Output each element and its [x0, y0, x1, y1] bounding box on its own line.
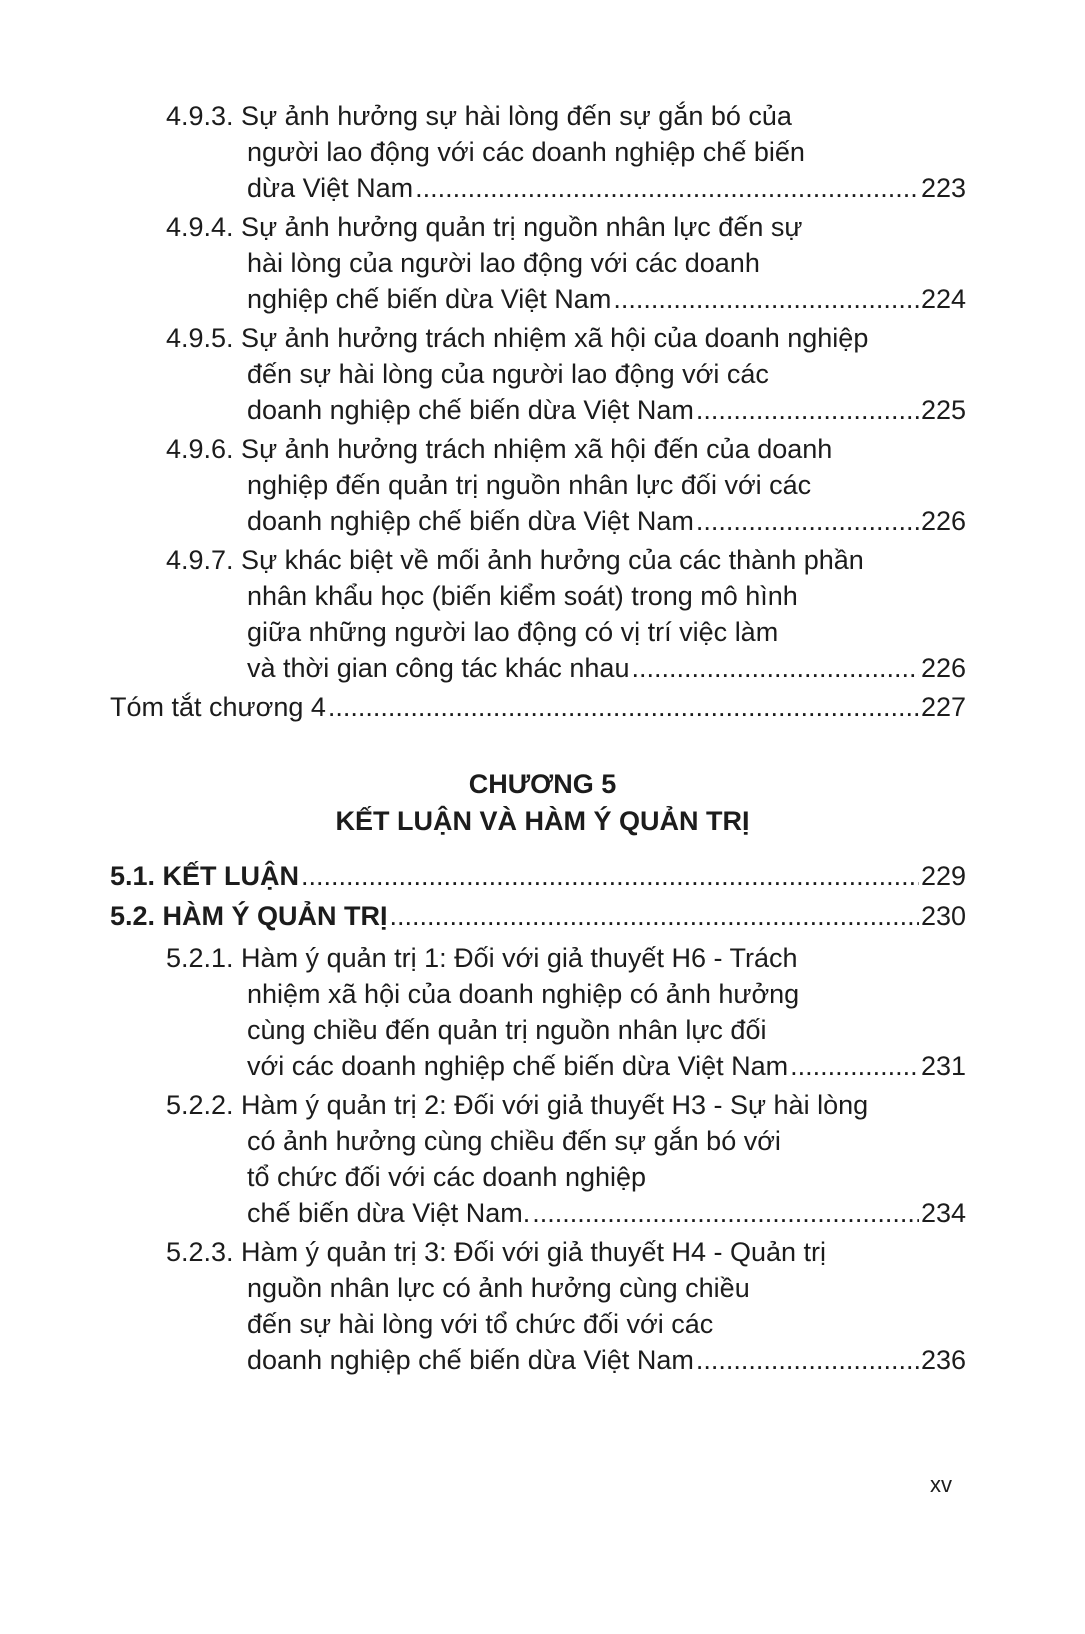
toc-entry-4-9-7[interactable] — [166, 542, 966, 686]
entry-line: nghiệp đến quản trị nguồn nhân lực đối với các — [247, 470, 812, 500]
toc-entry-4-9-3[interactable] — [166, 98, 966, 206]
entry-last-line: chế biến dừa Việt Nam. — [247, 1198, 531, 1228]
entry-line: 4.9.3. Sự ảnh hưởng sự hài lòng đến sự gắn bó của — [166, 101, 792, 131]
page-ref: 225 — [920, 395, 966, 425]
entry-leader-line — [166, 1048, 966, 1084]
page-ref: 229 — [920, 861, 966, 891]
page-ref: 231 — [920, 1051, 966, 1081]
entry-last-line: doanh nghiệp chế biến dừa Việt Nam — [247, 395, 694, 425]
page-ref: 223 — [920, 173, 966, 203]
toc-entry-summary-chapter-4[interactable] — [110, 689, 966, 725]
entry-last-line: nghiệp chế biến dừa Việt Nam — [247, 284, 612, 314]
page-ref: 226 — [920, 506, 966, 536]
toc-entry-4-9-4[interactable] — [166, 209, 966, 317]
dot-leader — [696, 392, 919, 428]
toc-entry-5-2-2[interactable] — [166, 1087, 966, 1231]
dot-leader — [301, 858, 919, 894]
entry-line: có ảnh hưởng cùng chiều đến sự gắn bó với — [247, 1126, 781, 1156]
page-number: xv — [930, 1472, 952, 1497]
dot-leader — [696, 1342, 919, 1378]
entry-leader-line — [110, 858, 966, 894]
entry-line: 4.9.7. Sự khác biệt về mối ảnh hưởng của các thành phần — [166, 545, 864, 575]
entry-leader-line — [166, 650, 966, 686]
entry-line: 4.9.4. Sự ảnh hưởng quản trị nguồn nhân lực đến sự — [166, 212, 803, 242]
entry-leader-line — [166, 392, 966, 428]
dot-leader — [613, 281, 919, 317]
page-ref: 234 — [920, 1198, 966, 1228]
dot-leader — [696, 503, 919, 539]
toc-entry-4-9-5[interactable] — [166, 320, 966, 428]
entry-leader-line — [166, 170, 966, 206]
page-ref: 224 — [920, 284, 966, 314]
entry-leader-line — [166, 1342, 966, 1378]
entry-line: 5.2.1. Hàm ý quản trị 1: Đối với giả thuyết H6 - Trách — [166, 943, 798, 973]
toc-section-5-2[interactable] — [110, 898, 966, 934]
page-ref: 227 — [920, 692, 966, 722]
dot-leader — [532, 1195, 919, 1231]
entry-line: giữa những người lao động có vị trí việc làm — [247, 617, 779, 647]
toc-entry-5-2-1[interactable] — [166, 940, 966, 1084]
page-ref: 236 — [920, 1345, 966, 1375]
entry-last-line: với các doanh nghiệp chế biến dừa Việt Nam — [247, 1051, 789, 1081]
dot-leader — [631, 650, 918, 686]
dot-leader — [415, 170, 919, 206]
entry-line: người lao động với các doanh nghiệp chế biến — [247, 137, 805, 167]
entry-line: tổ chức đối với các doanh nghiệp — [247, 1162, 647, 1192]
entry-line: 5.2.3. Hàm ý quản trị 3: Đối với giả thuyết H4 - Quản trị — [166, 1237, 826, 1267]
dot-leader — [790, 1048, 919, 1084]
entry-leader-line — [166, 1195, 966, 1231]
toc-section-5-1[interactable] — [110, 858, 966, 894]
entry-last-line: và thời gian công tác khác nhau — [247, 653, 630, 683]
chapter-title: KẾT LUẬN VÀ HÀM Ý QUẢN TRỊ — [335, 806, 750, 836]
entry-line: nhân khẩu học (biến kiểm soát) trong mô hình — [247, 581, 798, 611]
section-title: 5.2. HÀM Ý QUẢN TRỊ — [110, 901, 388, 931]
entry-leader-line — [166, 281, 966, 317]
entry-line: 5.2.2. Hàm ý quản trị 2: Đối với giả thuyết H3 - Sự hài lòng — [166, 1090, 869, 1120]
entry-line: 4.9.6. Sự ảnh hưởng trách nhiệm xã hội đến của doanh — [166, 434, 833, 464]
section-title: 5.1. KẾT LUẬN — [110, 861, 300, 891]
toc-entry-4-9-6[interactable] — [166, 431, 966, 539]
toc-entry-5-2-3[interactable] — [166, 1234, 966, 1378]
entry-line: hài lòng của người lao động với các doanh — [247, 248, 760, 278]
entry-line: đến sự hài lòng của người lao động với các — [247, 359, 769, 389]
page-ref: 226 — [920, 653, 966, 683]
entry-last-line: dừa Việt Nam — [247, 173, 414, 203]
entry-line: cùng chiều đến quản trị nguồn nhân lực đối — [247, 1015, 767, 1045]
entry-line: đến sự hài lòng với tổ chức đối với các — [247, 1309, 714, 1339]
chapter-number: CHƯƠNG 5 — [468, 769, 617, 799]
entry-last-line: doanh nghiệp chế biến dừa Việt Nam — [247, 1345, 694, 1375]
entry-leader-line — [110, 689, 966, 725]
entry-title: Tóm tắt chương 4 — [110, 692, 326, 722]
page-ref: 230 — [920, 901, 966, 931]
entry-line: nguồn nhân lực có ảnh hưởng cùng chiều — [247, 1273, 750, 1303]
entry-leader-line — [166, 503, 966, 539]
entry-line: 4.9.5. Sự ảnh hưởng trách nhiệm xã hội của doanh nghiệp — [166, 323, 869, 353]
entry-leader-line — [110, 898, 966, 934]
entry-last-line: doanh nghiệp chế biến dừa Việt Nam — [247, 506, 694, 536]
dot-leader — [328, 689, 919, 725]
dot-leader — [390, 898, 919, 934]
entry-line: nhiệm xã hội của doanh nghiệp có ảnh hưởng — [247, 979, 800, 1009]
